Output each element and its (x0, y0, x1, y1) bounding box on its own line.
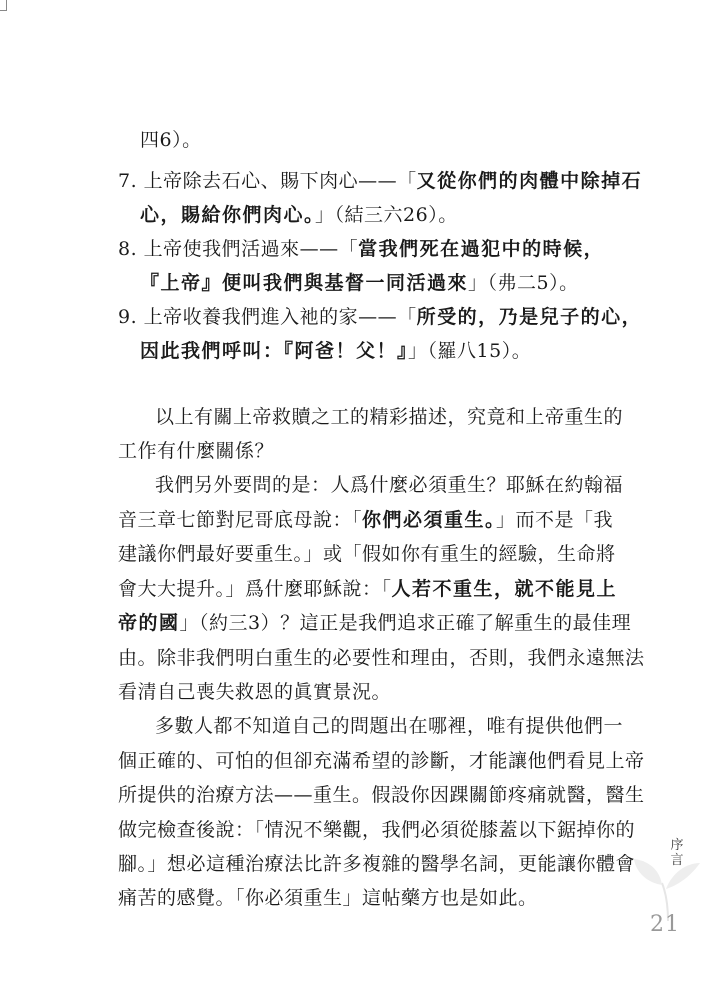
section-tab-char: 序 (670, 838, 684, 853)
paragraph-line (155, 473, 623, 497)
scripture-quote: 又從你們的肉體中除掉石 (416, 170, 643, 192)
text-segment: 由。除非我們明白重生的必要性和理由，否則，我們永遠無法 (118, 647, 645, 669)
scripture-quote: 『上帝』便叫我們與基督一同活過來 (140, 272, 469, 294)
scripture-quote: 你們必須重生。 (362, 509, 497, 531)
text-segment: 9. 上帝收養我們進入祂的家——「 (118, 306, 417, 328)
paragraph-line (118, 680, 391, 704)
paragraph-line (118, 439, 274, 463)
paragraph-line (118, 577, 617, 601)
paragraph-line (118, 886, 538, 910)
list-item-8-cont (140, 271, 579, 295)
paragraph-line (118, 818, 635, 842)
text-segment: 我們另外要問的是：人爲什麼必須重生？耶穌在約翰福 (155, 474, 624, 496)
paragraph-line (155, 714, 623, 738)
text-segment: 建議你們最好要重生。」或「假如你有重生的經驗，生命將 (118, 543, 616, 565)
text-segment: 看清自己喪失救恩的眞實景況。 (118, 681, 392, 703)
scripture-quote: 帝的國 (118, 612, 180, 634)
paragraph-line (118, 646, 645, 670)
scripture-quote: 所受的，乃是兒子的心， (416, 306, 643, 328)
list-item-9-cont (140, 339, 531, 363)
paragraph-line (118, 852, 635, 876)
paragraph-line (155, 405, 623, 429)
paragraph-line (118, 749, 645, 773)
text-segment: 」（弗二5）。 (468, 272, 579, 294)
paragraph-line (118, 542, 616, 566)
list-item-7-cont (140, 203, 458, 227)
text-segment: 工作有什麼關係？ (118, 440, 275, 462)
text-segment: 四6）。 (140, 129, 202, 151)
text-segment: 做完檢查後說：「情況不樂觀，我們必須從膝蓋以下鋸掉你的 (118, 819, 636, 841)
text-segment: 所提供的治療方法——重生。假設你因踝關節疼痛就醫，醫生 (118, 784, 645, 806)
text-segment: 多數人都不知道自己的問題出在哪裡，唯有提供他們一 (155, 715, 624, 737)
text-segment: 」（羅八15）。 (408, 340, 532, 362)
paragraph-line (118, 508, 613, 532)
text-segment: 會大大提升。」爲什麼耶穌說：「 (118, 578, 392, 600)
scripture-quote: 因此我們呼叫：『阿爸！父！』 (140, 340, 409, 362)
paragraph-line (118, 611, 631, 635)
scripture-quote: 當我們死在過犯中的時候， (358, 238, 605, 260)
text-segment: 腳。」想必這種治療法比許多複雜的醫學名詞，更能讓你體會 (118, 853, 636, 875)
text-segment: 」而不是「我 (496, 509, 614, 531)
crop-mark (0, 0, 7, 11)
text-segment: 痛苦的感覺。「你必須重生」這帖藥方也是如此。 (118, 887, 538, 909)
scripture-quote: 人若不重生，就不能見上 (391, 578, 618, 600)
list-item-7 (118, 169, 642, 193)
text-segment: 7. 上帝除去石心、賜下肉心——「 (118, 170, 417, 192)
text-segment: 8. 上帝使我們活過來——「 (118, 238, 359, 260)
scripture-quote: 心，賜給你們肉心。 (140, 204, 316, 226)
page-number: 21 (650, 912, 680, 937)
list-item-9 (118, 305, 642, 329)
text-segment: 以上有關上帝救贖之工的精彩描述，究竟和上帝重生的 (155, 406, 624, 428)
paragraph-line (118, 783, 645, 807)
text-segment: 」（結三六26）。 (315, 204, 458, 226)
section-tab-char: 言 (670, 853, 684, 868)
body-line (140, 128, 202, 152)
list-item-8 (118, 237, 604, 261)
text-segment: 音三章七節對尼哥底母說：「 (118, 509, 363, 531)
text-segment: 」（約三3）？這正是我們追求正確了解重生的最佳理 (179, 612, 632, 634)
text-segment: 個正確的、可怕的但卻充滿希望的診斷，才能讓他們看見上帝 (118, 750, 645, 772)
